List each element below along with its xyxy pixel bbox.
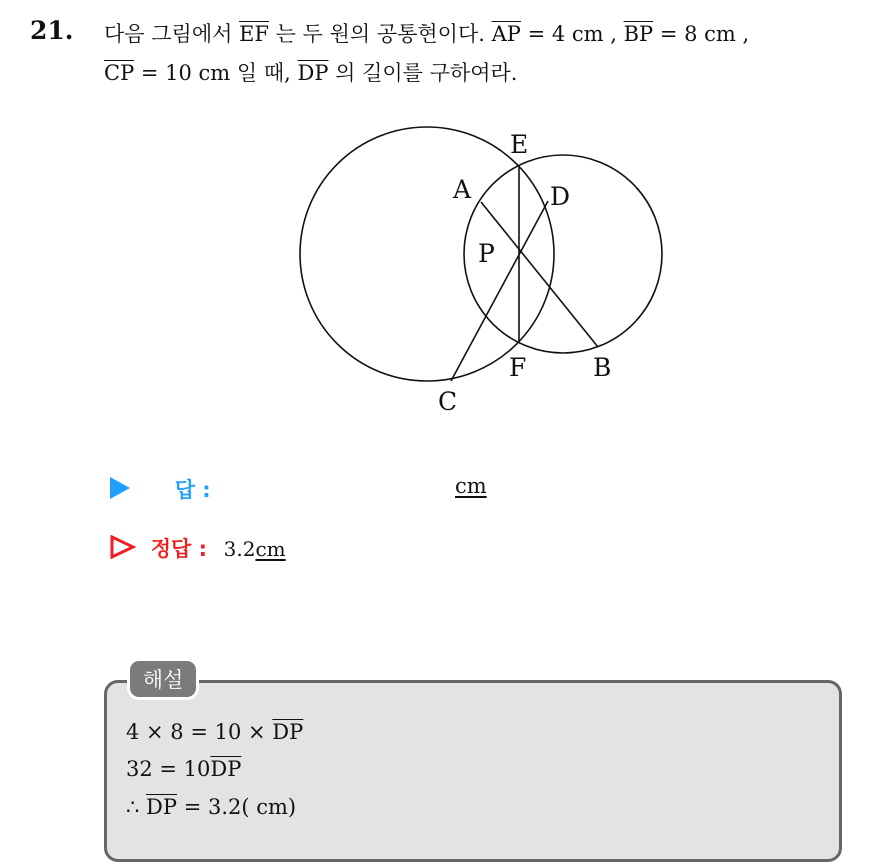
segment-dp: $\overline{DP}$ [297, 61, 329, 85]
label-e: E [510, 130, 529, 159]
segment-cp: $\overline{CP}$ [104, 61, 135, 85]
label-c: C [438, 387, 458, 416]
explanation-line-3: ∴ $\overline{DP} = 3.2$( cm) [126, 795, 297, 819]
segment-dp-1: $\overline{DP}$ [272, 720, 304, 744]
answer-label: 답 : [174, 478, 211, 502]
correct-answer-value: 3.2 [223, 537, 256, 561]
segment-ef: $\overline{EF}$ [239, 22, 269, 46]
large-circle [300, 127, 554, 381]
label-b: B [593, 353, 612, 382]
chord-cd [451, 201, 548, 381]
answer-row [110, 474, 211, 504]
correct-answer-row [110, 533, 286, 563]
segment-bp: $\overline{BP}$ [623, 22, 654, 46]
label-d: D [550, 182, 571, 211]
segment-dp-2: $\overline{DP}$ [210, 757, 242, 781]
question-number: 21. [30, 16, 74, 45]
correct-answer-label: 정답 : [150, 537, 207, 561]
question-text-line-2: $\overline{CP} = 10$ cm 일 때, $\overline{DP}$ 의 길이를 구하여라. [104, 61, 518, 85]
explanation-line-2: $32 = 10\overline{DP}$ [126, 757, 242, 781]
label-f: F [509, 353, 527, 382]
correct-answer-unit: cm [255, 537, 286, 561]
segment-dp-3: $\overline{DP}$ [146, 795, 178, 819]
question-text-line-1: 다음 그림에서 $\overline{EF}$ 는 두 원의 공통현이다. $\overline{AP} = 4$ cm , $\overline{BP} = 8$ cm , [104, 22, 750, 46]
outline-triangle-icon [110, 535, 136, 559]
answer-unit: cm [455, 474, 487, 498]
explanation-tab: 해설 [127, 658, 199, 700]
label-a: A [453, 175, 472, 204]
label-p: P [478, 239, 495, 268]
play-triangle-icon [110, 477, 130, 499]
segment-ap: $\overline{AP}$ [491, 22, 521, 46]
chord-ab [481, 202, 598, 347]
explanation-line-1: $4 \times 8 = 10 \times \overline{DP}$ [126, 720, 304, 744]
